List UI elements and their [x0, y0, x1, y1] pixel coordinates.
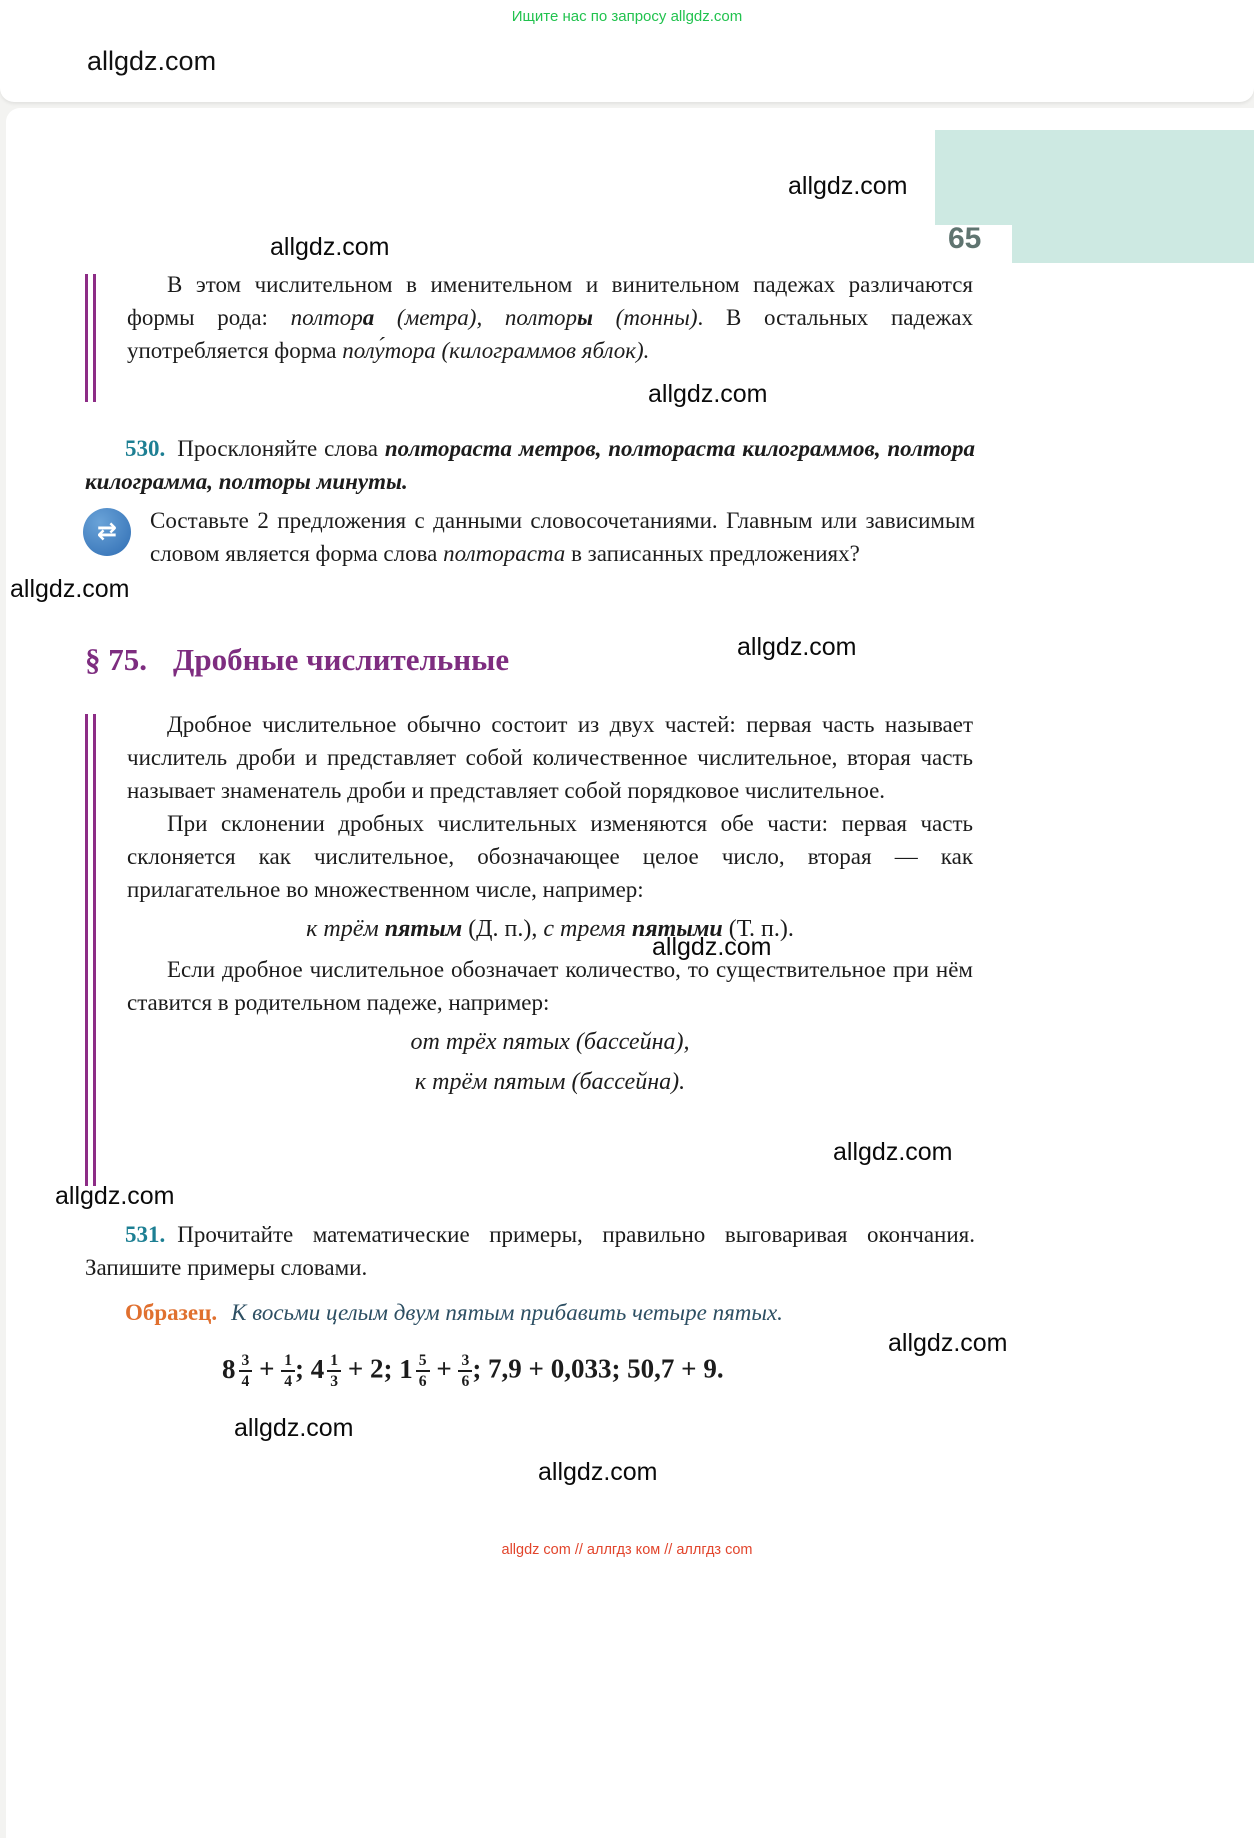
watermark-text: allgdz.com — [737, 633, 857, 661]
watermark-text: allgdz.com — [234, 1414, 354, 1442]
rule-box-fractional-numerals — [85, 708, 973, 1190]
rule-box-poltora — [85, 268, 973, 406]
exercise-number: 530. — [125, 436, 166, 461]
exercise-530-part2 — [85, 504, 975, 570]
watermark-text: allgdz.com — [270, 233, 390, 261]
exercise-530-intro — [85, 432, 975, 498]
footer-links[interactable]: allgdz com // аллгдз ком // аллгдз com — [501, 1542, 753, 1558]
section-number: § 75. — [85, 642, 147, 677]
rule-example-line: к трём пятым (Д. п.), с тремя пятыми (Т. п.). — [306, 916, 794, 942]
promo-text: Ищите нас по запросу allgdz.com — [511, 8, 743, 25]
rule-example-line: от трёх пятых (бассейна), — [410, 1029, 690, 1055]
rule-paragraph: В этом числительном в именительном и винительном падежах различаются формы рода: полтора (метра), полторы (тонны). В остальных падежах употребляется форма полу́тора (килограммов яблок). — [127, 272, 974, 363]
section-heading-75 — [85, 642, 509, 678]
exercise-530-task: Просклоняйте слова полтораста метров, полтораста килограммов, полтора килограмма, полторы минуты. — [85, 436, 975, 494]
watermark-text: allgdz.com — [648, 380, 768, 408]
teal-corner-decoration — [935, 130, 1254, 225]
rule-paragraph: Если дробное числительное обозначает количество, то существительное при нём ставится в родительном падеже, например: — [127, 957, 973, 1015]
watermark-text: allgdz.com — [888, 1329, 1008, 1357]
sample-text: К восьми целым двум пятым прибавить четыре пятых. — [231, 1300, 783, 1325]
sample-line — [125, 1300, 783, 1326]
exercise-530-part2-text: Составьте 2 предложения с данными словосочетаниями. Главным или зависимым словом является форма слова полтораста в записанных предложениях? — [150, 508, 975, 566]
rule-paragraph: Дробное числительное обычно состоит из двух частей: первая часть называет числитель дроби и представляет собой количественное числительное, вторая часть называет знаменатель дроби и представляет собой порядковое числительное. — [127, 712, 973, 803]
speech-exchange-icon: ⇄ — [83, 508, 131, 556]
page-number: 65 — [948, 222, 982, 255]
exercise-531-task: Прочитайте математические примеры, правильно выговаривая окончания. Запишите примеры словами. — [85, 1222, 975, 1280]
exercise-number: 531. — [125, 1222, 166, 1247]
sample-label: Образец. — [125, 1300, 218, 1325]
rule-bars-icon — [85, 274, 96, 402]
watermark-text: allgdz.com — [652, 933, 772, 961]
rule-paragraph: При склонении дробных числительных изменяются обе части: первая часть склоняется как числительное, обозначающее целое число, вторая — как прилагательное во множественном числе, например: — [127, 811, 973, 902]
watermark-text: allgdz.com — [10, 575, 130, 603]
site-header — [0, 30, 1254, 102]
watermark-text: allgdz.com — [538, 1458, 658, 1486]
exercise-531 — [85, 1218, 975, 1284]
promo-banner — [0, 0, 1254, 30]
rule-example-line: к трём пятым (бассейна). — [414, 1069, 686, 1095]
exercise-530 — [85, 432, 975, 570]
watermark-text: allgdz.com — [833, 1138, 953, 1166]
section-title: Дробные числительные — [173, 642, 510, 677]
teal-corner-decoration-small — [1012, 225, 1254, 263]
math-expression: 8 $\frac{3}{4}$ + $\frac{1}{4}$ ; 4 $\frac{1}{3}$ + 2; 1 $\frac{5}{6}$ + $\frac{3}{6}$ ; 7,9 + 0,033; 50,7 + 9. — [222, 1352, 724, 1391]
site-logo-text: allgdz.com — [87, 46, 217, 76]
exercise-531-intro — [85, 1218, 975, 1284]
watermark-text: allgdz.com — [55, 1182, 175, 1210]
watermark-text: allgdz.com — [788, 172, 908, 200]
rule-bars-icon — [85, 714, 96, 1186]
